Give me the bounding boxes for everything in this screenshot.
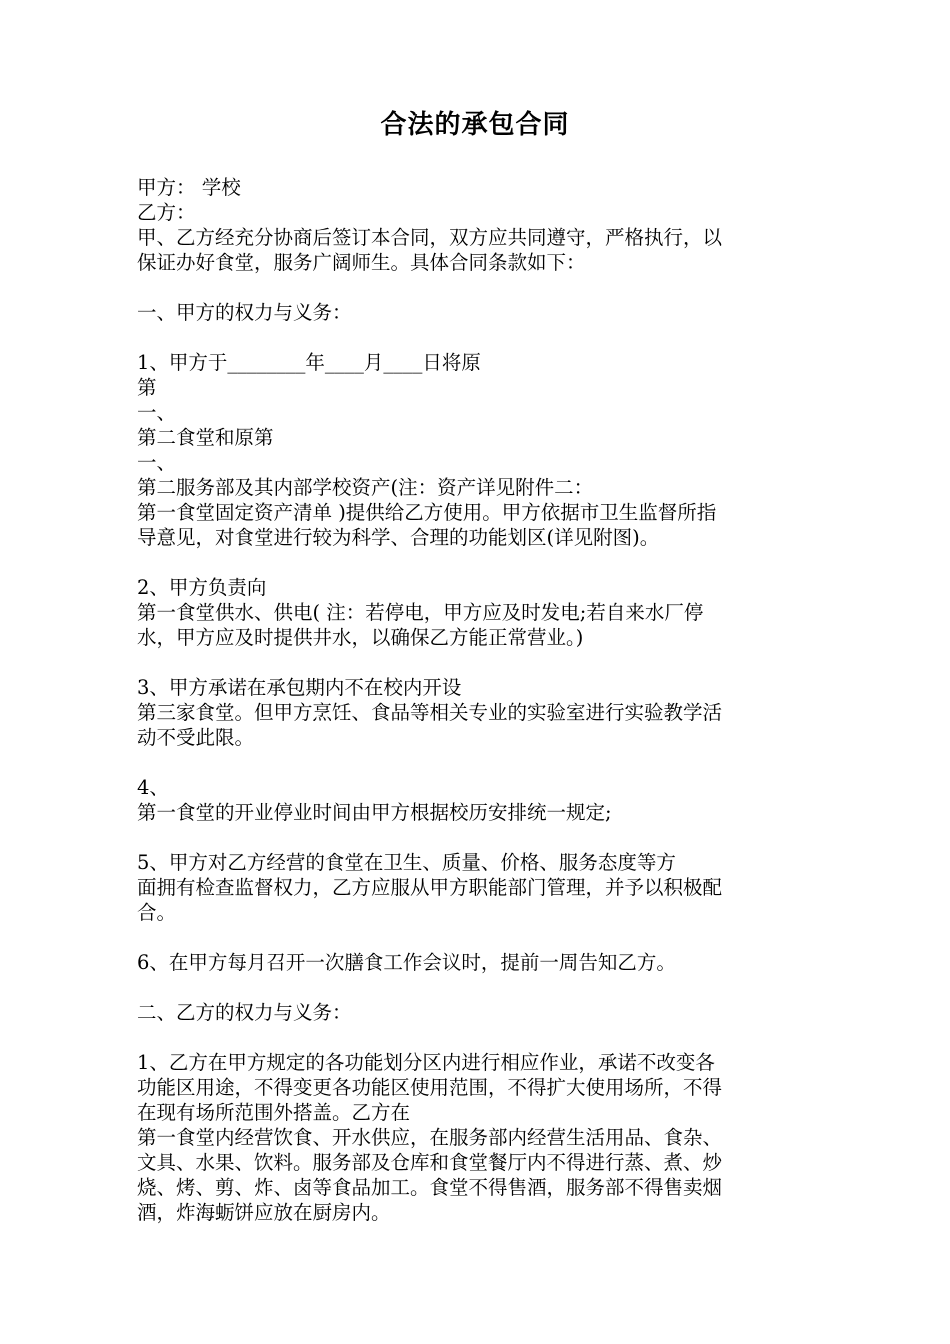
text-line: 面拥有检查监督权力，乙方应服从甲方职能部门管理，并予以积极配 — [137, 876, 723, 899]
text-line: 第一食堂内经营饮食、开水供应，在服务部内经营生活用品、食杂、 — [137, 1126, 723, 1149]
text-line: 1、甲方于________年____月____日将原 — [137, 351, 481, 374]
party-b-line: 乙方： — [137, 201, 196, 224]
section-heading: 二、乙方的权力与义务： — [137, 1001, 352, 1024]
party-a-line: 甲方： 学校 — [137, 176, 241, 199]
text-line: 水，甲方应及时提供井水，以确保乙方能正常营业。) — [137, 626, 584, 649]
text-line: 第一食堂固定资产清单 )提供给乙方使用。甲方依据市卫生监督所指 — [137, 501, 717, 524]
text-line: 5、甲方对乙方经营的食堂在卫生、质量、价格、服务态度等方 — [137, 851, 676, 874]
text-line: 第二食堂和原第 — [137, 426, 274, 449]
text-line: 第一食堂供水、供电( 注：若停电，甲方应及时发电;若自来水厂停 — [137, 601, 704, 624]
text-line: 6、在甲方每月召开一次膳食工作会议时，提前一周告知乙方。 — [137, 951, 676, 974]
text-line: 酒，炸海蛎饼应放在厨房内。 — [137, 1201, 391, 1224]
text-line: 3、甲方承诺在承包期内不在校内开设 — [137, 676, 462, 699]
section-heading: 一、甲方的权力与义务： — [137, 301, 352, 324]
document-title: 合法的承包合同 — [380, 110, 570, 140]
text-line: 2、甲方负责向 — [137, 576, 267, 599]
text-line: 保证办好食堂，服务广阔师生。具体合同条款如下： — [137, 251, 586, 274]
text-line: 第二服务部及其内部学校资产(注：资产详见附件二： — [137, 476, 594, 499]
text-line: 动不受此限。 — [137, 726, 255, 749]
text-line: 一、 — [137, 401, 177, 424]
text-line: 合。 — [137, 901, 177, 924]
text-line: 功能区用途，不得变更各功能区使用范围，不得扩大使用场所，不得 — [137, 1076, 723, 1099]
text-line: 导意见，对食堂进行较为科学、合理的功能划区(详见附图)。 — [137, 526, 660, 549]
text-line: 4、 — [137, 776, 169, 799]
text-line: 第三家食堂。但甲方烹饪、食品等相关专业的实验室进行实验教学活 — [137, 701, 723, 724]
text-line: 第一食堂的开业停业时间由甲方根据校历安排统一规定; — [137, 801, 612, 824]
text-line: 1、乙方在甲方规定的各功能划分区内进行相应作业，承诺不改变各 — [137, 1051, 715, 1074]
text-line: 甲、乙方经充分协商后签订本合同，双方应共同遵守，严格执行，以 — [137, 226, 723, 249]
text-line: 文具、水果、饮料。服务部及仓库和食堂餐厅内不得进行蒸、煮、炒 — [137, 1151, 723, 1174]
text-line: 第 — [137, 376, 157, 399]
text-line: 在现有场所范围外搭盖。乙方在 — [137, 1101, 411, 1124]
text-line: 一、 — [137, 451, 177, 474]
text-line: 烧、烤、剪、炸、卤等食品加工。食堂不得售酒，服务部不得售卖烟 — [137, 1176, 723, 1199]
